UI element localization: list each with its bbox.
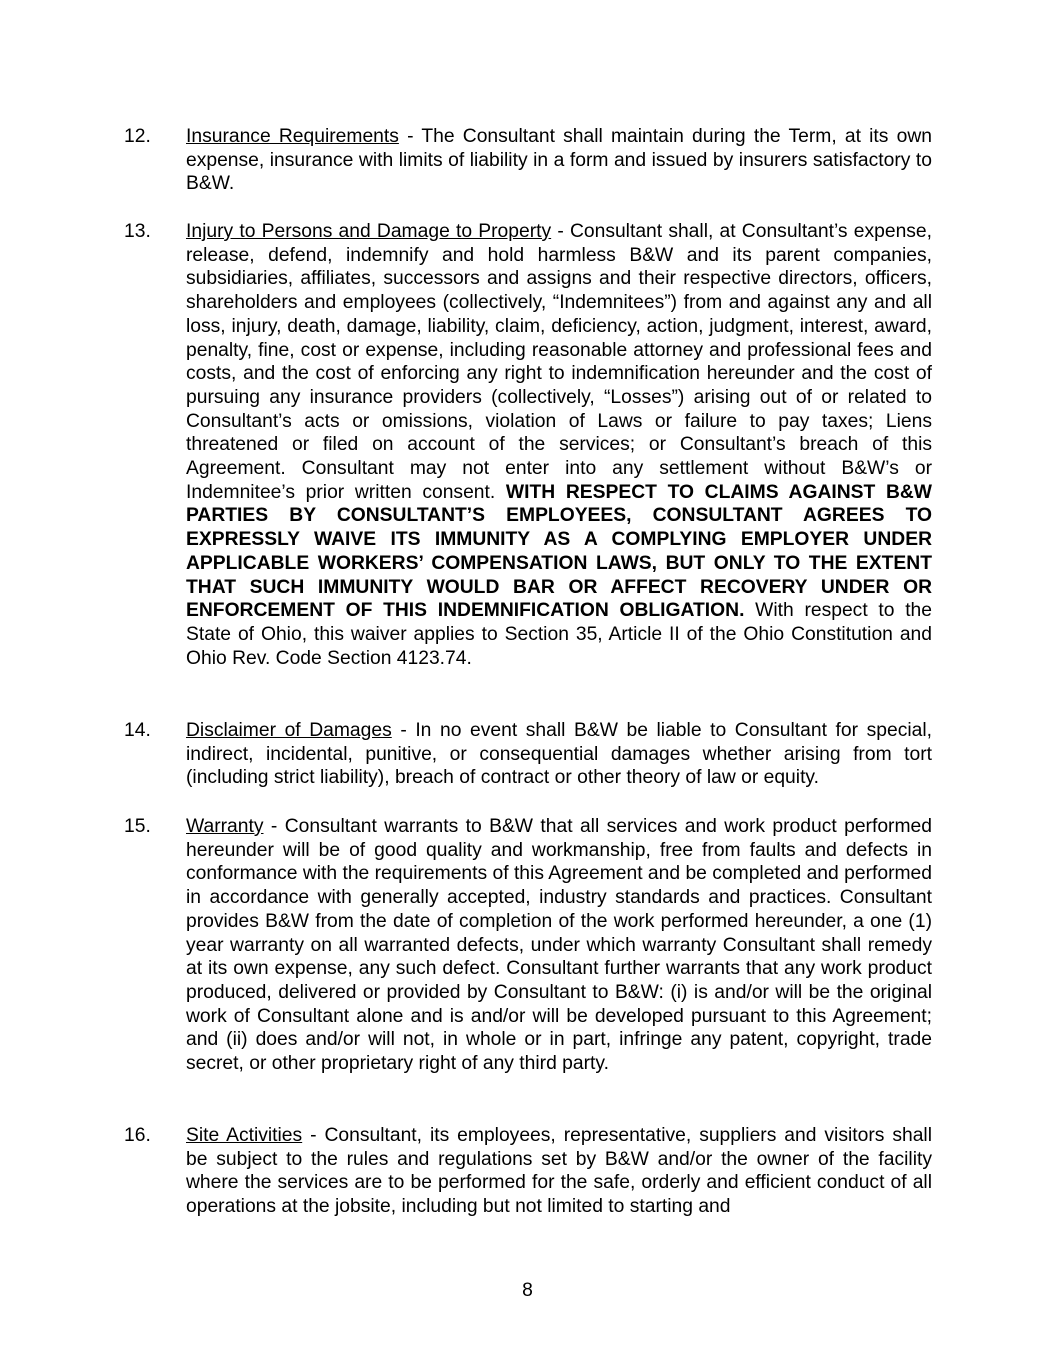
clause-tail-text: With respect to the State of Ohio, this waiver applies to Section 35, Article II of the Ohio Constitution and Ohio Rev. Code Section 4123.74. (186, 600, 933, 669)
clause-body (186, 719, 932, 790)
clause-text: - The Consultant shall maintain during the Term, at its own expense, insurance with limits of liability in a form and issued by insurers satisfactory to B&W. (186, 126, 932, 195)
clause-number: 16. (124, 1125, 151, 1146)
clause-body (186, 125, 932, 196)
clause-heading: Site Activities (186, 1125, 303, 1146)
clause-number: 15. (124, 816, 151, 837)
clause-heading: Warranty (186, 816, 264, 837)
clause-body (186, 815, 932, 1076)
clause-heading: Disclaimer of Damages (186, 720, 392, 741)
clause-body (186, 220, 932, 670)
clause-12 (124, 125, 932, 196)
clause-text: - Consultant shall, at Consultant’s expense, release, defend, indemnify and hold harmless B&W and its parent companies, subsidiaries, affiliates, successors and assigns and their respective directors, officers, shareholders and employees (collectively, “Indemnitees”) from and against any and all loss, injury, death, damage, liability, claim, deficiency, action, judgment, interest, award, penalty, fine, cost or expense, including reasonable attorney and professional fees and costs, and the cost of enforcing any right to indemnification hereunder and the cost of pursuing any insurance providers (collectively, “Losses”) arising out of or related to Consultant’s acts or omissions, violation of Laws or failure to pay taxes; Liens threatened or filed on account of the services; or Consultant’s breach of this Agreement. Consultant may not enter into any settlement without B&W’s or Indemnitee’s prior written consent. (186, 221, 933, 503)
clause-text: - In no event shall B&W be liable to Consultant for special, indirect, incidental, punitive, or consequential damages whether arising from tort (including strict liability), breach of contract or other theory of law or equity. (186, 720, 932, 789)
clause-number: 12. (124, 126, 151, 147)
clause-text: - Consultant, its employees, representative, suppliers and visitors shall be subject to the rules and regulations set by B&W and/or the owner of the facility where the services are to be performed for the safe, orderly and efficient conduct of all operations at the jobsite, including but not limited to starting and (186, 1125, 932, 1218)
clause-14 (124, 719, 932, 790)
clause-heading: Injury to Persons and Damage to Property (186, 221, 552, 242)
clause-bold-text: WITH RESPECT TO CLAIMS AGAINST B&W PARTIES BY CONSULTANT’S EMPLOYEES, CONSULTANT AGREES TO EXPRESSLY WAIVE ITS IMMUNITY AS A COMPLYING EMPLOYER UNDER APPLICABLE WORKERS’ COMPENSATION LAWS, BUT ONLY TO THE EXTENT THAT SUCH IMMUNITY WOULD BAR OR AFFECT RECOVERY UNDER OR ENFORCEMENT OF THIS INDEMNIFICATION OBLIGATION. (186, 481, 932, 622)
clause-15 (124, 815, 932, 1076)
clause-16 (124, 1124, 932, 1219)
clause-number: 13. (124, 221, 151, 242)
page-number: 8 (522, 1280, 533, 1301)
clause-number: 14. (124, 720, 151, 741)
clause-heading: Insurance Requirements (186, 126, 399, 147)
clause-13 (124, 220, 932, 670)
clause-text: - Consultant warrants to B&W that all services and work product performed hereunder will be of good quality and workmanship, free from faults and defects in conformance with the requirements of this Agreement and be completed and performed in accordance with generally accepted, industry standards and practices. Consultant provides B&W from the date of completion of the work performed hereunder, a one (1) year warranty on all warranted defects, under which warranty Consultant shall remedy at its own expense, any such defect. Consultant further warrants that any work product produced, delivered or provided by Consultant to B&W: (i) is and/or will be the original work of Consultant alone and is and/or will be developed pursuant to this Agreement; and (ii) does and/or will not, in whole or in part, infringe any patent, copyright, trade secret, or other proprietary right of any third party. (186, 816, 932, 1075)
clause-body (186, 1124, 932, 1219)
